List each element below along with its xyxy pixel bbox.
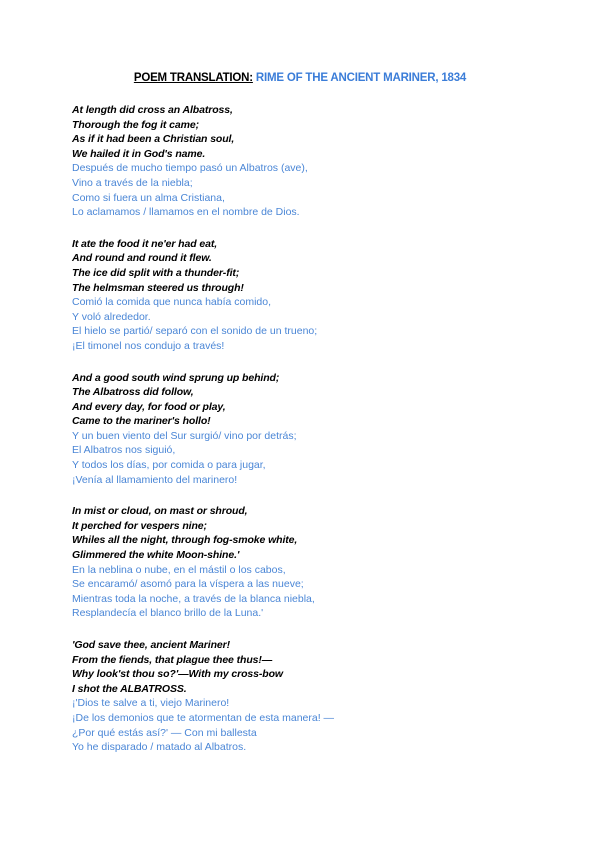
english-line: The ice did split with a thunder-fit; <box>72 266 240 279</box>
spanish-line: Resplandecía el blanco brillo de la Luna.' <box>72 607 264 620</box>
english-line: And every day, for food or play, <box>72 400 226 413</box>
english-line: As if it had been a Christian soul, <box>72 133 235 146</box>
english-line: From the fiends, that plague thee thus!— <box>72 653 273 666</box>
spanish-line: Lo aclamamos / llamamos en el nombre de Dios. <box>72 206 300 219</box>
spanish-line: En la neblina o nube, en el mástil o los cabos, <box>72 563 286 576</box>
spanish-line: ¡De los demonios que te atormentan de esta manera! — <box>72 711 335 724</box>
page-title <box>0 72 600 84</box>
spanish-line: ¡El timonel nos condujo a través! <box>72 339 225 352</box>
english-line: Why look'st thou so?'—With my cross-bow <box>72 668 284 681</box>
title-lead: POEM TRANSLATION: <box>133 72 253 84</box>
stanza <box>72 237 542 354</box>
english-line: Glimmered the white Moon-shine.' <box>72 549 240 562</box>
stanza <box>72 504 542 621</box>
spanish-line: Yo he disparado / matado al Albatros. <box>72 741 247 754</box>
spanish-line: Y voló alrededor. <box>72 310 151 323</box>
spanish-line: El Albatros nos siguió, <box>72 444 176 457</box>
spanish-line: ¡Venía al llamamiento del marinero! <box>72 473 238 486</box>
spanish-line: ¡'Dios te salve a ti, viejo Marinero! <box>72 697 230 710</box>
stanza <box>72 371 542 488</box>
spanish-line: Después de mucho tiempo pasó un Albatros (ave), <box>72 162 308 175</box>
english-line: And a good south wind sprung up behind; <box>72 371 280 384</box>
stanza <box>72 103 542 220</box>
spanish-line: Vino a través de la niebla; <box>72 176 193 189</box>
english-line: Came to the mariner's hollo! <box>72 415 211 428</box>
english-line: The Albatross did follow, <box>72 386 194 399</box>
poem-body <box>72 103 542 772</box>
spanish-line: Se encaramó/ asomó para la víspera a las nueve; <box>72 578 304 591</box>
english-line: And round and round it flew. <box>72 252 212 265</box>
english-line: Thorough the fog it came; <box>72 118 199 131</box>
english-line: It ate the food it ne'er had eat, <box>72 237 218 250</box>
spanish-line: El hielo se partió/ separó con el sonido de un trueno; <box>72 325 318 338</box>
spanish-line: Y un buen viento del Sur surgió/ vino por detrás; <box>72 429 297 442</box>
english-line: We hailed it in God's name. <box>72 147 206 160</box>
spanish-line: ¿Por qué estás así?' — Con mi ballesta <box>72 726 257 739</box>
english-line: At length did cross an Albatross, <box>72 104 233 116</box>
english-line: I shot the ALBATROSS. <box>72 682 187 695</box>
english-line: 'God save thee, ancient Mariner! <box>72 639 231 651</box>
english-line: The helmsman steered us through! <box>72 281 244 294</box>
spanish-line: Mientras toda la noche, a través de la blanca niebla, <box>72 592 315 605</box>
stanza <box>72 638 542 755</box>
spanish-line: Comió la comida que nunca había comido, <box>72 296 272 309</box>
spanish-line: Como si fuera un alma Cristiana, <box>72 191 225 204</box>
title-rest: RIME OF THE ANCIENT MARINER, 1834 <box>255 72 467 84</box>
english-line: It perched for vespers nine; <box>72 519 207 532</box>
english-line: In mist or cloud, on mast or shroud, <box>72 505 248 518</box>
english-line: Whiles all the night, through fog-smoke white, <box>72 534 298 547</box>
spanish-line: Y todos los días, por comida o para jugar, <box>72 459 266 472</box>
